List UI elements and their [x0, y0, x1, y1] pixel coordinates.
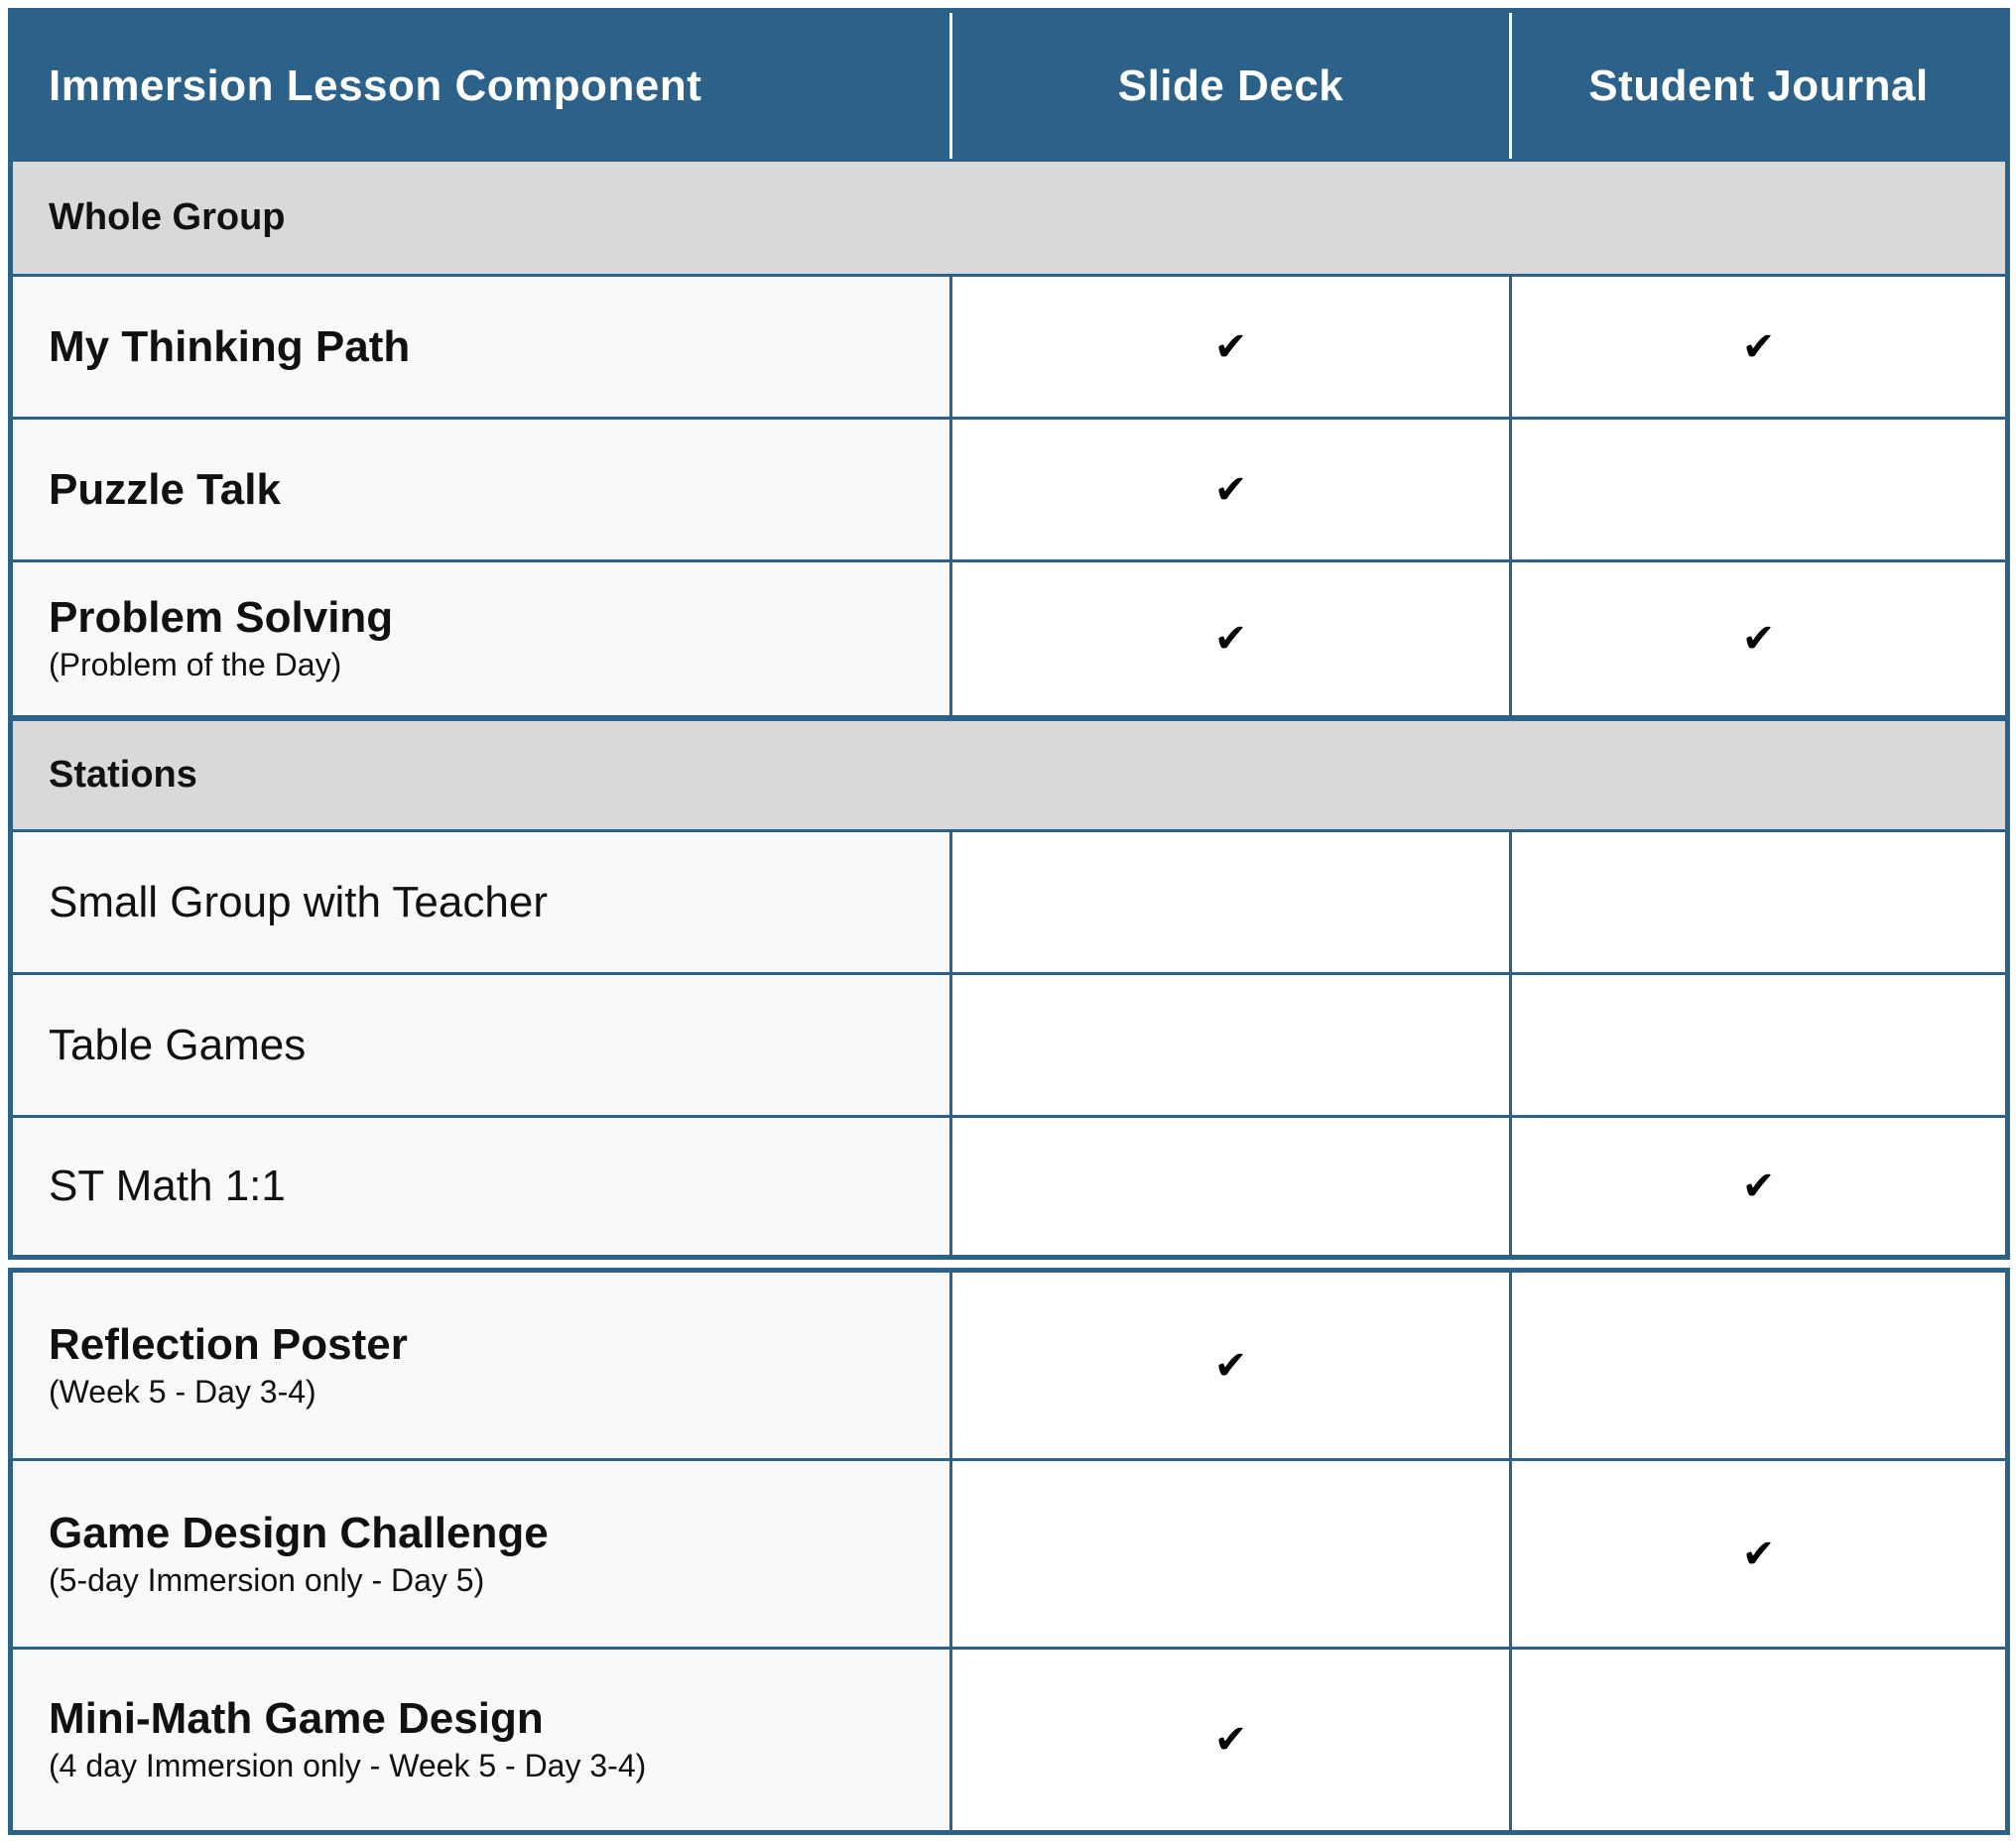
component-cell	[13, 975, 949, 1115]
component-subtitle: (4 day Immersion only - Week 5 - Day 3-4)	[49, 1748, 647, 1783]
table-row	[13, 1118, 2005, 1255]
header-student-journal: Student Journal	[1509, 13, 2005, 159]
table-row	[13, 1650, 2005, 1830]
student-journal-cell	[1509, 562, 2005, 715]
lesson-components-table	[8, 8, 2010, 1260]
table-header-row	[13, 13, 2005, 162]
component-title: Problem Solving	[49, 593, 394, 642]
component-cell	[13, 1650, 949, 1830]
component-subtitle: (5-day Immersion only - Day 5)	[49, 1561, 485, 1598]
component-cell	[13, 1461, 949, 1647]
slide-deck-cell	[949, 562, 1509, 715]
check-icon: ✔	[1213, 323, 1248, 370]
component-title: Reflection Poster	[49, 1319, 408, 1369]
section-row-stations	[13, 721, 2005, 832]
component-cell	[13, 832, 949, 972]
check-icon: ✔	[1213, 1342, 1248, 1389]
student-journal-cell	[1509, 1273, 2005, 1458]
slide-deck-cell	[949, 975, 1509, 1115]
component-cell	[13, 277, 949, 417]
component-cell	[13, 562, 949, 715]
component-title: Table Games	[49, 1020, 307, 1069]
component-title: Mini-Math Game Design	[49, 1694, 544, 1743]
table-row	[13, 1461, 2005, 1650]
slide-deck-cell	[949, 1118, 1509, 1255]
component-cell	[13, 1118, 949, 1255]
slide-deck-cell	[949, 1650, 1509, 1830]
check-icon: ✔	[1741, 323, 1776, 370]
component-subtitle: (Week 5 - Day 3-4)	[49, 1373, 316, 1410]
student-journal-cell	[1509, 277, 2005, 417]
header-component: Immersion Lesson Component	[13, 13, 949, 159]
table-row	[13, 832, 2005, 975]
student-journal-cell	[1509, 1650, 2005, 1830]
table-row	[13, 975, 2005, 1118]
slide-deck-cell	[949, 1273, 1509, 1458]
check-icon: ✔	[1213, 616, 1248, 662]
component-cell	[13, 420, 949, 559]
slide-deck-cell	[949, 420, 1509, 559]
table-row	[13, 562, 2005, 721]
student-journal-cell	[1509, 975, 2005, 1115]
component-title: ST Math 1:1	[49, 1162, 286, 1210]
section-row-whole-group	[13, 162, 2005, 277]
student-journal-cell	[1509, 832, 2005, 972]
component-title: Small Group with Teacher	[49, 877, 548, 926]
section-label: Stations	[49, 754, 197, 796]
check-icon: ✔	[1213, 1717, 1248, 1763]
slide-deck-cell	[949, 277, 1509, 417]
student-journal-cell	[1509, 420, 2005, 559]
component-title: Game Design Challenge	[49, 1508, 549, 1557]
component-cell	[13, 1273, 949, 1458]
student-journal-cell	[1509, 1118, 2005, 1255]
student-journal-cell	[1509, 1461, 2005, 1647]
section-label: Whole Group	[49, 196, 286, 238]
component-title: Puzzle Talk	[49, 464, 281, 514]
check-icon: ✔	[1741, 1164, 1776, 1209]
slide-deck-cell	[949, 832, 1509, 972]
check-icon: ✔	[1213, 466, 1248, 513]
component-subtitle: (Problem of the Day)	[49, 647, 342, 682]
component-title: My Thinking Path	[49, 321, 411, 371]
table-row	[13, 420, 2005, 562]
table-row	[13, 1273, 2005, 1461]
table-row	[13, 277, 2005, 420]
extension-components-table	[8, 1268, 2010, 1835]
header-slide-deck: Slide Deck	[949, 13, 1509, 159]
slide-deck-cell	[949, 1461, 1509, 1647]
check-icon: ✔	[1741, 1531, 1776, 1577]
check-icon: ✔	[1741, 616, 1776, 662]
